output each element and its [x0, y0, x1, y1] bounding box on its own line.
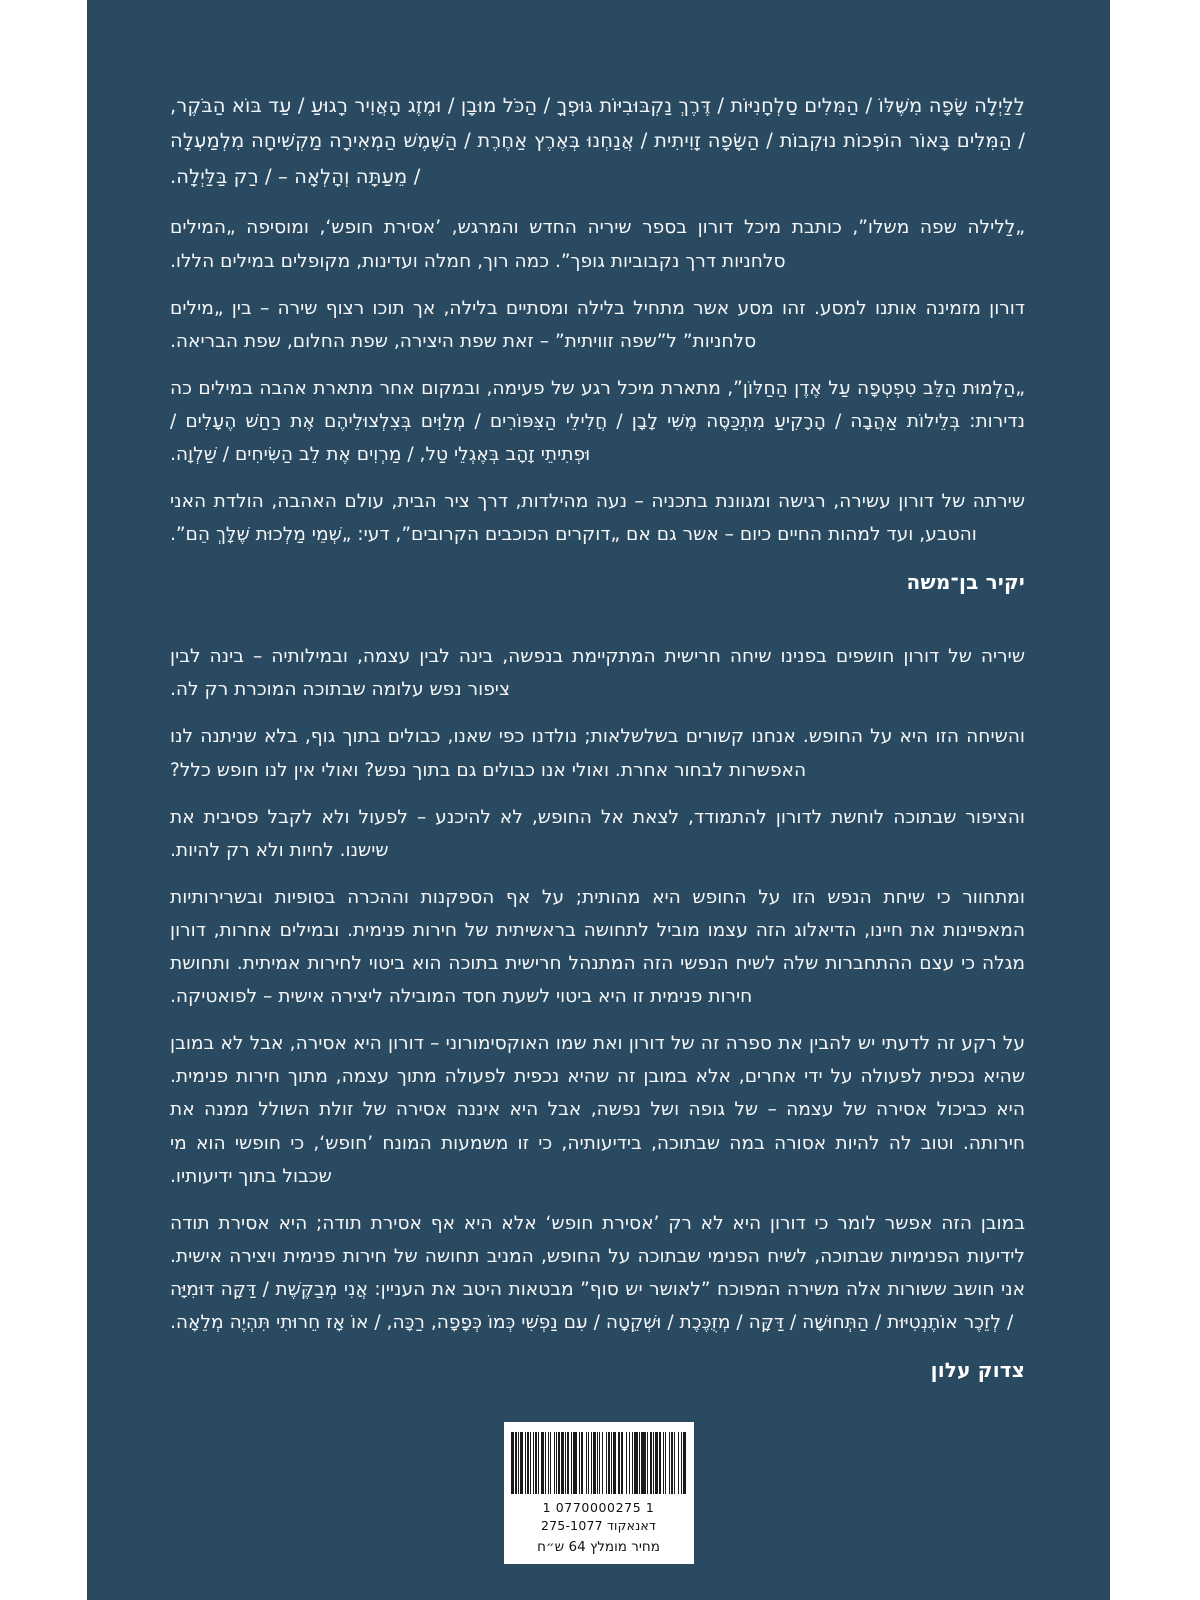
poem-excerpt-opening: לַלַּיְלָה שָׂפָה מִשֶּׁלּוֹ / הַמִּלִים סַלְחָנִיּוֹת / דֶּרֶךְ נַקְבּוּבִיּוֹת גּוּפְךָ / הַכֹּל מוּבָן / וּמֶזֶג הָאֲוִיר רָגוּעַ / עַד בּוֹא הַבֹּקֶר, / הַמִּלִים בָּאוֹר הוֹפְכוֹת נוּקְבוֹת / הַשָּׂפָה זָוִיתִית / אֲנַחְנוּ בְּאֶרֶץ אַחֶרֶת / הַשֶּׁמֶשׁ הַמְאִירָה מַקְשִׁיחָה מִלְמַעְלָה / מֵעַתָּה וְהָלְאָה – / רַק בַּלַּיְלָה.	[170, 94, 1025, 188]
barcode-bars-icon	[512, 1432, 686, 1494]
blurb-two-paragraph-1: שיריה של דורון חושפים בפנינו שיחה חרישית המתקיימת בנפשה, בינה לבין עצמה, ובמילותיה – בינה לבין ציפור נפש עלומה שבתוכה המוכרת רק לה.	[170, 646, 1025, 701]
cover-content	[87, 0, 1110, 1382]
blurb-one	[170, 88, 1025, 594]
barcode-dana-code: דאנאקוד 275-1077	[541, 1517, 656, 1533]
blurb-one-paragraph-4: שירתה של דורון עשירה, רגישה ומגוונת בתכניה – נעה מהילדות, דרך ציר הבית, עולם האהבה, הולדת האני והטבע, ועד למהות החיים כיום – אשר גם אם „דוקרים הכוכבים הקרובים”, דעי: „שְׁמֵי מַלְכוּת שֶׁלָּךְ הֵם”.	[170, 491, 1025, 546]
barcode-price: מחיר מומלץ 64 ש״ח	[537, 1538, 660, 1555]
blurb-one-paragraph-3: „הַלְמוּת הַלֵּב טִפְטְפָה עַל אֶדֶן הַחַלּוֹן”, מתארת מיכל רגע של פעימה, ובמקום אחר מתארת אהבה במילים כה נדירות: בְּלֵילוֹת אַהֲבָה / הָרָקִיעַ מִתְכַּסֶּה מֶשִׁי לָבָן / חֲלִילֵי הַצִּפּוֹרִים / מְלַוִּים בְּצִלְצוּלֵיהֶם אֶת רַחַשׁ הֶעָלִים / וּפְתִיתֵי זָהָב בְּאֶגְלֵי טַל, / מַרְוִים אֶת לֵב הַשִּׂיחִים / שַׁלְוָה.	[170, 377, 1025, 466]
blurb-two-paragraph-4: ומתחוור כי שיחת הנפש הזו על החופש היא מהותית; על אף הספקנות וההכרה בסופיות ובשרירותיות המאפיינות את חיינו, הדיאלוג הזה עצמו מוביל לתחושה בראשיתית של חירות פנימית. ובמילים אחרות, דורון מגלה כי עצם ההתחברות שלה לשיח הנפשי הזה המתנהל חרישית בתוכה הוא ביטוי לחירות אמיתית. ותחושת חירות פנימית זו היא ביטוי לשעת חסד המובילה ליצירה אישית – לפואטיקה.	[170, 886, 1025, 1008]
blurb-one-signature: יקיר בן־משה	[906, 570, 1025, 595]
blurb-two-paragraph-3: והציפור שבתוכה לוחשת לדורון להתמודד, לצאת אל החופש, לא להיכנע – לפעול ולא לקבל פסיבית את שישנו. לחיות ולא רק להיות.	[170, 806, 1025, 861]
barcode-block	[87, 1422, 1110, 1565]
barcode-number: 1 0770000275 1	[542, 1499, 655, 1515]
section-divider	[170, 594, 1025, 640]
blurb-two-paragraph-2: והשיחה הזו היא על החופש. אנחנו קשורים בשלשלאות; נולדנו כפי שאנו, כבולים בתוך גוף, בלא שניתנה לנו האפשרות לבחור אחרת. ואולי אנו כבולים גם בתוך נפש? ואולי אין לנו חופש כלל?	[170, 726, 1025, 781]
barcode-label	[504, 1422, 694, 1565]
blurb-two-paragraph-6: במובן הזה אפשר לומר כי דורון היא לא רק ’אסירת חופש‘ אלא היא אף אסירת תודה; היא אסירת תודה לידיעות הפנימיות שבתוכה, לשיח הפנימי שבתוכה על החופש, המניב תחושה של חירות פנימית ויצירה אישית. אני חושב ששורות אלה משירה המפוכח ”לאושר יש סוף” מבטאות היטב את העניין: אֲנִי מְבַקֶּשֶׁת / דַּקָּה דּוּמִיָּה / לְזֵכֶר אוֹתֶנְטִיּוּת / הַתְּחוּשָׁה / דַּקָּה / מְזֻכֶּכֶת / וּשְׁקֵטָה / עִם נַפְשִׁי כְּמוֹ כְּפָפָה, רַכָּה, / אוֹ אָז חֵרוּתִי תִּהְיֶה מְלֵאָה.	[170, 1212, 1025, 1333]
blurb-one-paragraph-1: „לַלילה שפה משלו”, כותבת מיכל דורון בספר שיריה החדש והמרגש, ’אסירת חופש‘, ומוסיפה „המילים סלחניות דרך נקבוביות גופך”. כמה רוך, חמלה ועדינות, מקופלים במילים הללו.	[170, 217, 1025, 272]
blurb-two-signature: צדוק עלון	[930, 1358, 1025, 1383]
blurb-two-paragraph-5: על רקע זה לדעתי יש להבין את ספרה זה של דורון ואת שמו האוקסימורוני – דורון היא אסירה, אבל לא במובן שהיא נכפית לפעולה על ידי אחרים, אלא במובן זה שהיא נכפית לפעולה מתוך עצמה, מתוך חירות פנימית. היא כביכול אסירה של עצמה – של גופה ושל נפשה, אבל היא איננה אסירה של זולת השולל ממנה את חירותה. וטוב לה להיות אסורה במה שבתוכה, בידיעותיה, כי זו משמעות המונח ’חופש‘, כי חופשי הוא מי שכבול בתוך ידיעותיו.	[170, 1033, 1025, 1187]
blurb-one-paragraph-2: דורון מזמינה אותנו למסע. זהו מסע אשר מתחיל בלילה ומסתיים בלילה, אך תוכו רצוף שירה – בין „מילים סלחניות” ל”שפה זוויתית” – זאת שפת היצירה, שפת החלום, שפת הבריאה.	[170, 297, 1025, 352]
cover-panel	[87, 0, 1110, 1600]
blurb-two	[170, 640, 1025, 1382]
